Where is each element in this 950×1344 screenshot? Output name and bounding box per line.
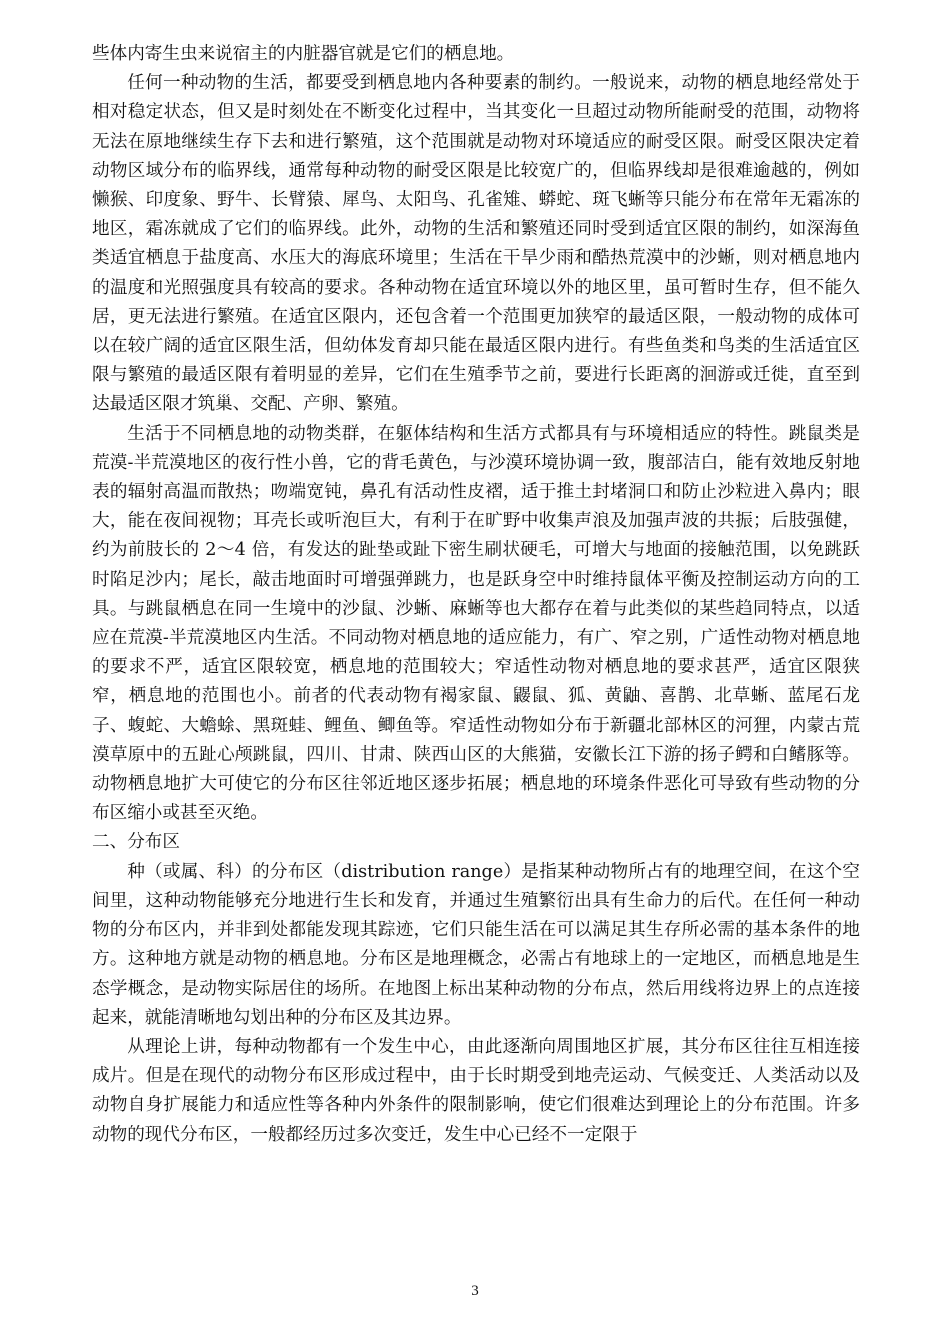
paragraph-distribution-theory: 从理论上讲，每种动物都有一个发生中心，由此逐渐向周围地区扩展，其分布区往往互相连接成片。但是在现代的动物分布区形成过程中，由于长时期受到地壳运动、气候变迁、人类活动以及动物自身扩展能力和适应性等各种内外条件的限制影响，使它们很难达到理论上的分布范围。许多动物的现代分布区，一般都经历过多次变迁，发生中心已经不一定限于 — [92, 1036, 860, 1145]
document-body — [92, 40, 860, 1150]
section-heading-distribution: 二、分布区 — [92, 832, 180, 853]
paragraph-continuation: 些体内寄生虫来说宿主的内脏器官就是它们的栖息地。 — [92, 44, 515, 64]
paragraph-distribution-range: 种（或属、科）的分布区（distribution range）是指某种动物所占有的地理空间，在这个空间里，这种动物能够充分地进行生长和发育，并通过生殖繁衍出具有生命力的后代。在任何一种动物的分布区内，并非到处都能发现其踪迹，它们只能生活在可以满足其生存所必需的基本条件的地方。这种地方就是动物的栖息地。分布区是地理概念，必需占有地球上的一定地区，而栖息地是生态学概念，是动物实际居住的场所。在地图上标出某种动物的分布点，然后用线将边界上的点连接起来，就能清晰地勾划出种的分布区及其边界。 — [92, 861, 860, 1028]
paragraph-habitat-constraints: 任何一种动物的生活，都要受到栖息地内各种要素的制约。一般说来，动物的栖息地经常处于相对稳定状态，但又是时刻处在不断变化过程中，当其变化一旦超过动物所能耐受的范围，动物将无法在原地继续生存下去和进行繁殖，这个范围就是动物对环境适应的耐受区限。耐受区限决定着动物区域分布的临界线，通常每种动物的耐受区限是比较宽广的，但临界线却是很难逾越的，例如懒猴、印度象、野牛、长臂猿、犀鸟、太阳鸟、孔雀雉、蟒蛇、斑飞蜥等只能分布在常年无霜冻的地区，霜冻就成了它们的临界线。此外，动物的生活和繁殖还同时受到适宜区限的制约，如深海鱼类适宜栖息于盐度高、水压大的海底环境里；生活在干旱少雨和酷热荒漠中的沙蜥，则对栖息地内的温度和光照强度具有较高的要求。各种动物在适宜环境以外的地区里，虽可暂时生存，但不能久居，更无法进行繁殖。在适宜区限内，还包含着一个范围更加狭窄的最适区限，一般动物的成体可以在较广阔的适宜区限生活，但幼体发育却只能在最适区限内进行。有些鱼类和鸟类的生活适宜区限与繁殖的最适区限有着明显的差异，它们在生殖季节之前，要进行长距离的洄游或迁徙，直至到达最适区限才筑巢、交配、产卵、繁殖。 — [92, 73, 860, 415]
paragraph-habitat-adaptation: 生活于不同栖息地的动物类群，在躯体结构和生活方式都具有与环境相适应的特性。跳鼠类是荒漠-半荒漠地区的夜行性小兽，它的背毛黄色，与沙漠环境协调一致，腹部洁白，能有效地反射地表的辐射高温而散热；吻端宽钝，鼻孔有活动性皮褶，适于推土封堵洞口和防止沙粒进入鼻内；眼大，能在夜间视物；耳壳长或听泡巨大，有利于在旷野中收集声浪及加强声波的共振；后肢强健，约为前肢长的 2～4 倍，有发达的趾垫或趾下密生刷状硬毛，可增大与地面的接触范围，以免跳跃时陷足沙内；尾长，敲击地面时可增强弹跳力，也是跃身空中时维持鼠体平衡及控制运动方向的工具。与跳鼠栖息在同一生境中的沙鼠、沙蜥、麻蜥等也大都存在着与此类似的某些趋同特点，以适应在荒漠-半荒漠地区内生活。不同动物对栖息地的适应能力，有广、窄之别，广适性动物对栖息地的要求不严，适宜区限较宽，栖息地的范围较大；窄适性动物对栖息地的要求甚严，适宜区限狭窄，栖息地的范围也小。前者的代表动物有褐家鼠、鼹鼠、狐、黄鼬、喜鹊、北草蜥、蓝尾石龙子、蝮蛇、大蟾蜍、黑斑蛙、鲤鱼、鲫鱼等。窄适性动物如分布于新疆北部林区的河狸，内蒙古荒漠草原中的五趾心颅跳鼠，四川、甘肃、陕西山区的大熊猫，安徽长江下游的扬子鳄和白鳍豚等。动物栖息地扩大可使它的分布区往邻近地区逐步拓展；栖息地的环境条件恶化可导致有些动物的分布区缩小或甚至灭绝。 — [92, 423, 860, 824]
page-number: 3 — [471, 1283, 479, 1299]
